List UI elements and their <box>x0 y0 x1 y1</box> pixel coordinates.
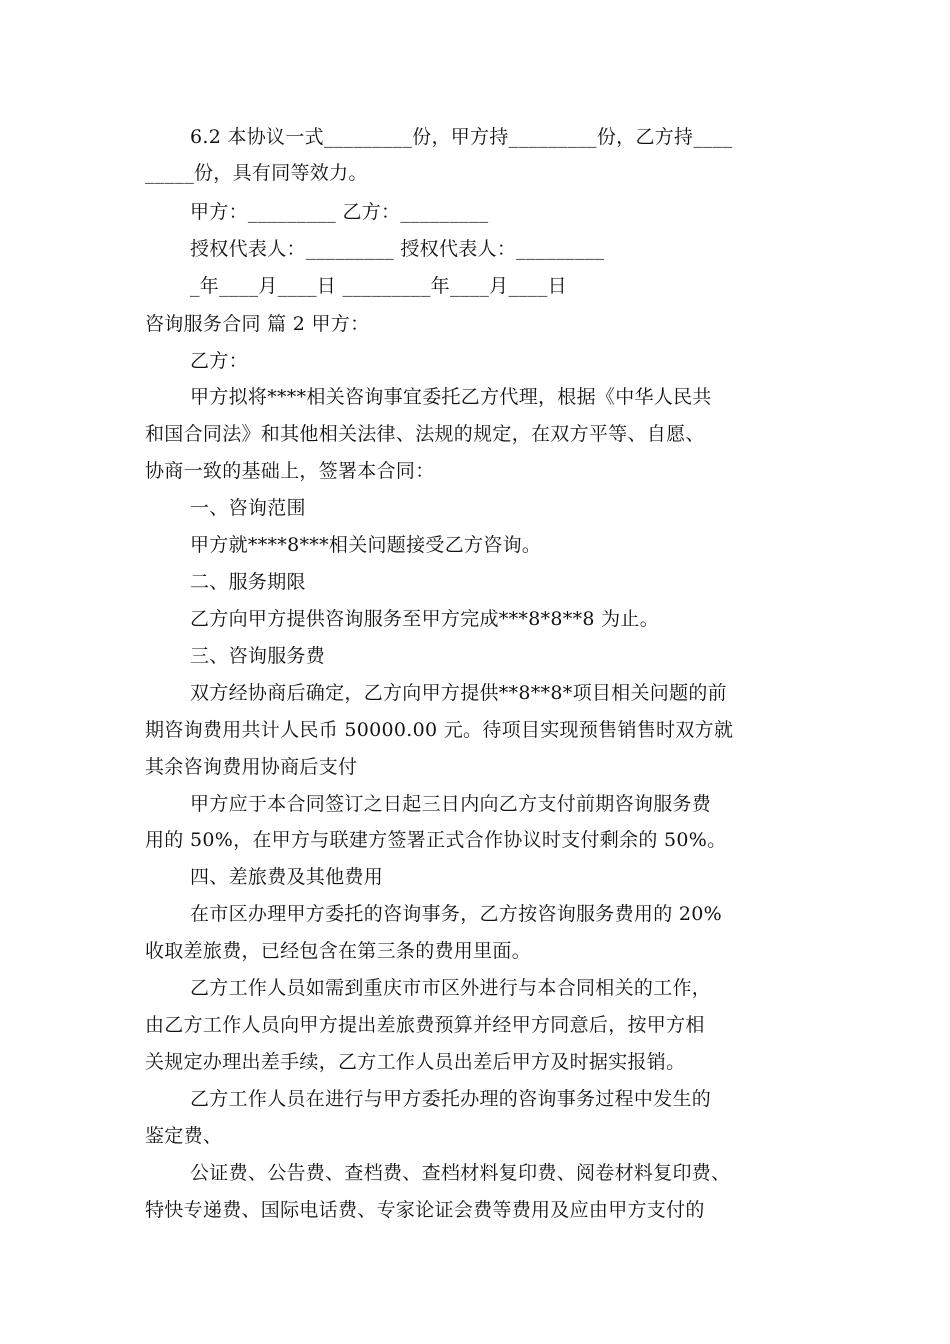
signature-representatives-line: 授权代表人：_________ 授权代表人：_________ <box>190 238 605 260</box>
outside-work-line-1: 乙方工作人员如需到重庆市市区外进行与本合同相关的工作， <box>190 977 712 999</box>
fee-list-line-2: 特快专递费、国际电话费、专家论证会费等费用及应由甲方支付的 <box>145 1199 705 1221</box>
heading-travel-expenses: 四、差旅费及其他费用 <box>190 866 384 888</box>
section-title-contract-2: 咨询服务合同 篇 2 甲方： <box>145 313 370 335</box>
scope-text: 甲方就****8***相关问题接受乙方咨询。 <box>190 534 542 556</box>
outside-work-line-3: 关规定办理出差手续，乙方工作人员出差后甲方及时据实报销。 <box>145 1051 686 1073</box>
payment-text-line-1: 甲方应于本合同签订之日起三日内向乙方支付前期咨询服务费 <box>190 793 712 815</box>
other-fees-line-1: 乙方工作人员在进行与甲方委托办理的咨询事务过程中发生的 <box>190 1088 712 1110</box>
term-text: 乙方向甲方提供咨询服务至甲方完成***8*8**8 为止。 <box>190 608 660 630</box>
fee-list-line-1: 公证费、公告费、查档费、查档材料复印费、阅卷材料复印费、 <box>190 1162 731 1184</box>
fee-text-line-2: 期咨询费用共计人民币 50000.00 元。待项目实现预售销售时双方就 <box>145 719 734 741</box>
clause-6-2-line-1: 6.2 本协议一式_________份，甲方持_________份，乙方持____ <box>190 126 733 148</box>
fee-text-line-3: 其余咨询费用协商后支付 <box>145 756 358 778</box>
heading-service-term: 二、服务期限 <box>190 571 306 593</box>
party-b-line: 乙方： <box>190 350 248 372</box>
preamble-line-2: 和国合同法》和其他相关法律、法规的规定，在双方平等、自愿、 <box>145 423 705 445</box>
outside-work-line-2: 由乙方工作人员向甲方提出差旅费预算并经甲方同意后，按甲方相 <box>145 1014 705 1036</box>
signature-parties-line: 甲方：_________ 乙方：_________ <box>190 201 489 223</box>
heading-consulting-fee: 三、咨询服务费 <box>190 645 326 667</box>
preamble-line-1: 甲方拟将****相关咨询事宜委托乙方代理，根据《中华人民共 <box>190 386 712 408</box>
heading-consulting-scope: 一、咨询范围 <box>190 497 306 519</box>
other-fees-line-2: 鉴定费、 <box>145 1125 223 1147</box>
payment-text-line-2: 用的 50%，在甲方与联建方签署正式合作协议时支付剩余的 50%。 <box>145 829 727 851</box>
fee-text-line-1: 双方经协商后确定，乙方向甲方提供**8**8*项目相关问题的前 <box>190 682 727 704</box>
preamble-line-3: 协商一致的基础上，签署本合同： <box>145 460 435 482</box>
travel-text-line-1: 在市区办理甲方委托的咨询事务，乙方按咨询服务费用的 20% <box>190 903 722 925</box>
signature-date-line: _年____月____日 _________年____月____日 <box>190 275 567 297</box>
travel-text-line-2: 收取差旅费，已经包含在第三条的费用里面。 <box>145 940 532 962</box>
clause-6-2-line-2: _____份，具有同等效力。 <box>145 162 368 184</box>
